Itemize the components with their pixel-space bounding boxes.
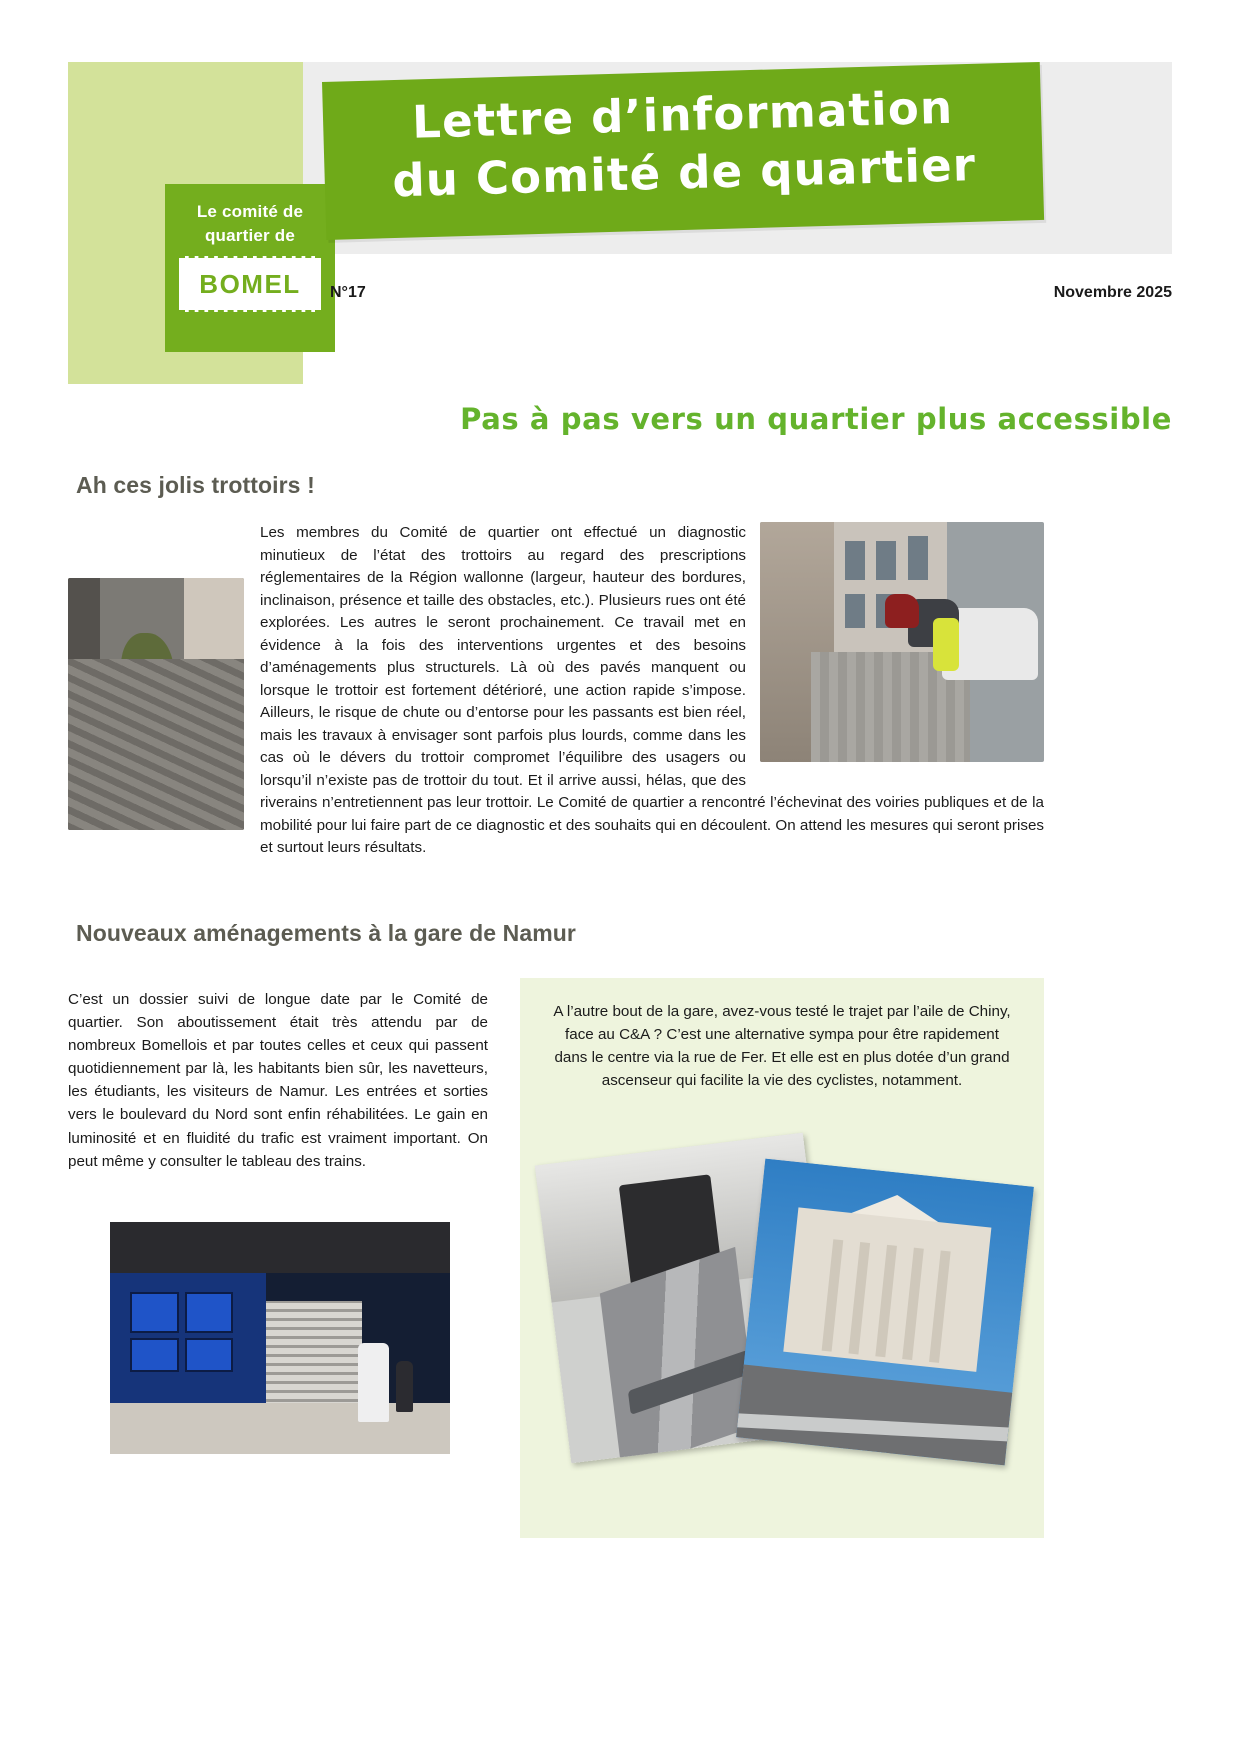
photo-gare-escaliers — [110, 1222, 450, 1454]
photo-trottoir-paves — [68, 578, 244, 830]
logo-panel — [68, 62, 303, 384]
issue-number: N°17 — [330, 284, 366, 301]
logo-name-plate — [179, 256, 321, 312]
newsletter-title — [332, 76, 1035, 211]
issue-date: Novembre 2025 — [1053, 284, 1172, 301]
section-heading-trottoirs: Ah ces jolis trottoirs ! — [76, 472, 315, 498]
highlight-box-text: A l’autre bout de la gare, avez-vous testé le trajet par l’aile de Chiny, face au C&A ? C’est une alternative sympa pour être rapidement dans le centre via la rue de Fer. Et elle est en plus dotée d’un grand ascenseur qui facilite la vie des cyclistes, notamment. — [553, 1003, 1011, 1090]
newsletter-title-line-1: Lettre d’information — [411, 80, 954, 149]
logo-line-2: quartier de — [204, 226, 296, 245]
article-gare-body: C’est un dossier suivi de longue date par le Comité de quartier. Son aboutissement était très attendu par de nombreux Bomellois et par toutes celles et ceux qui passent quotidiennement par là, les habitants bien sûr, les navetteurs, les étudiants, les visiteurs de Namur. Les entrées et sorties vers le boulevard du Nord sont enfin réhabilitées. Le gain en luminosité et en fluidité du trafic est vraiment important. On peut même y consulter le tableau des trains. — [68, 991, 488, 1170]
article-trottoirs-body: Les membres du Comité de quartier ont effectué un diagnostic minutieux de l’état des trottoirs au regard des prescriptions réglementaires de la Région wallonne (largeur, hauteur des bordures, inclinaison, présence et taille des obstacles, etc.). Plusieurs rues ont été explorées. Les autres le seront prochainement. Ce travail met en évidence à la fois des interventions urgentes et des besoins d’aménagements plus structurels. Là où des pavés manquent ou lorsque le trottoir est fortement détérioré, une action rapide s’impose. Ailleurs, le risque de chute ou d’entorse pour les passants est bien réel, mais les travaux à envisager sont parfois plus lourds, comme dans les cas où le dévers du trottoir compromet l’équilibre des usagers ou lorsqu’il n’existe pas de trottoir du tout. Et il arrive aussi, hélas, que des riverains n’entretiennent pas leur trottoir. Le Comité de quartier a rencontré l’échevinat des voiries publiques et de la mobilité pour lui faire part de ce diagnostic et des souhaits qui en découlent. On attend les mesures qui seront prises et surtout leurs résultats. — [260, 524, 1044, 856]
logo-name: BOMEL — [199, 268, 301, 299]
article-trottoirs — [68, 522, 1044, 860]
photo-gare-batiment — [736, 1159, 1034, 1466]
page-headline: Pas à pas vers un quartier plus accessible — [460, 402, 1172, 436]
section-heading-gare: Nouveaux aménagements à la gare de Namur — [76, 920, 576, 946]
newsletter-title-line-2: du Comité de quartier — [391, 137, 977, 207]
logo-line-1: Le comité de — [196, 202, 304, 221]
photo-rue-trottoir — [760, 522, 1044, 762]
bomel-logo — [165, 184, 335, 352]
